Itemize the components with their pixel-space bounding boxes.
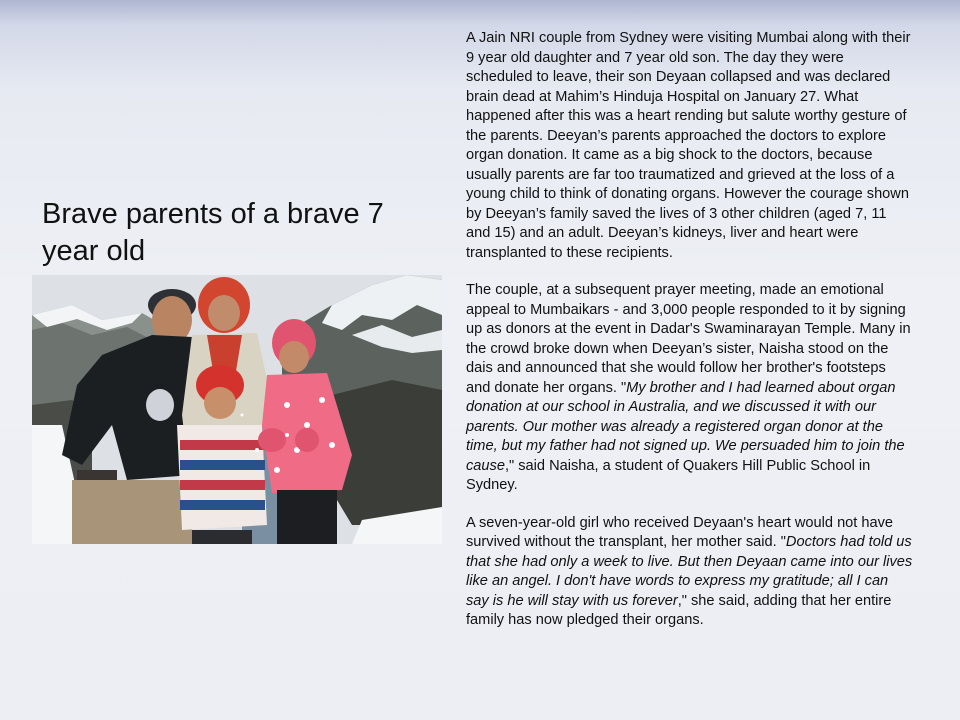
naisha-quote: My brother and I had learned about organ donation at our school in Australia, and we discussed it with our parents. Our mother was already a registered organ donor at the time, but my father had not signed up. We persuaded him to join the cause xyxy=(466,379,905,474)
slide-title: Brave parents of a brave 7 year old xyxy=(42,198,384,267)
paragraph-3-text: A seven-year-old girl who received Deyaan's heart would not have survived without the transplant, her mother said. " xyxy=(466,514,894,550)
paragraph-2-attribution: ," said Naisha, a student of Quakers Hill Public School in Sydney. xyxy=(466,457,871,493)
article-text xyxy=(466,29,914,649)
family-photo-illustration xyxy=(32,275,442,544)
paragraph-1-text: A Jain NRI couple from Sydney were visiting Mumbai along with their 9 year old daughter and 7 year old son. The day they were scheduled to leave, their son Deyaan collapsed and was declared brain dead at Mahim’s Hinduja Hospital on January 27. What happened after this was a heart rending but salute worthy gesture of the parents. Deeyan’s parents approached the doctors to explore organ donation. It came as a big shock to the doctors, because usually parents are far too traumatized and grieved at the loss of a young child to think of donating organs. However the courage shown by Deeyan’s family saved the lives of 3 other children (aged 7, 11 and 15) and an adult. Deeyan’s kidneys, liver and heart were transplanted to these recipients. xyxy=(466,30,911,261)
article-paragraph-3 xyxy=(466,514,914,631)
article-paragraph-2 xyxy=(466,281,914,496)
article-paragraph-1 xyxy=(466,29,914,263)
mother-quote: Doctors had told us that she had only a week to live. But then Deyaan came into our lives like an angel. I don't have words to express my gratitude; all I can say is he will stay with us forever xyxy=(466,534,913,609)
family-photo xyxy=(32,275,442,544)
paragraph-2-text: The couple, at a subsequent prayer meeting, made an emotional appeal to Mumbaikars - and 3,000 people responded to it by signing up as donors at the event in Dadar's Swaminarayan Temple. Many in the crowd broke down when Deeyan’s sister, Naisha stood on the dais and announced that she would follow her brother's footsteps and donate her organs. " xyxy=(466,282,911,396)
paragraph-3-attribution: ," she said, adding that her entire family has now pledged their organs. xyxy=(466,592,892,628)
